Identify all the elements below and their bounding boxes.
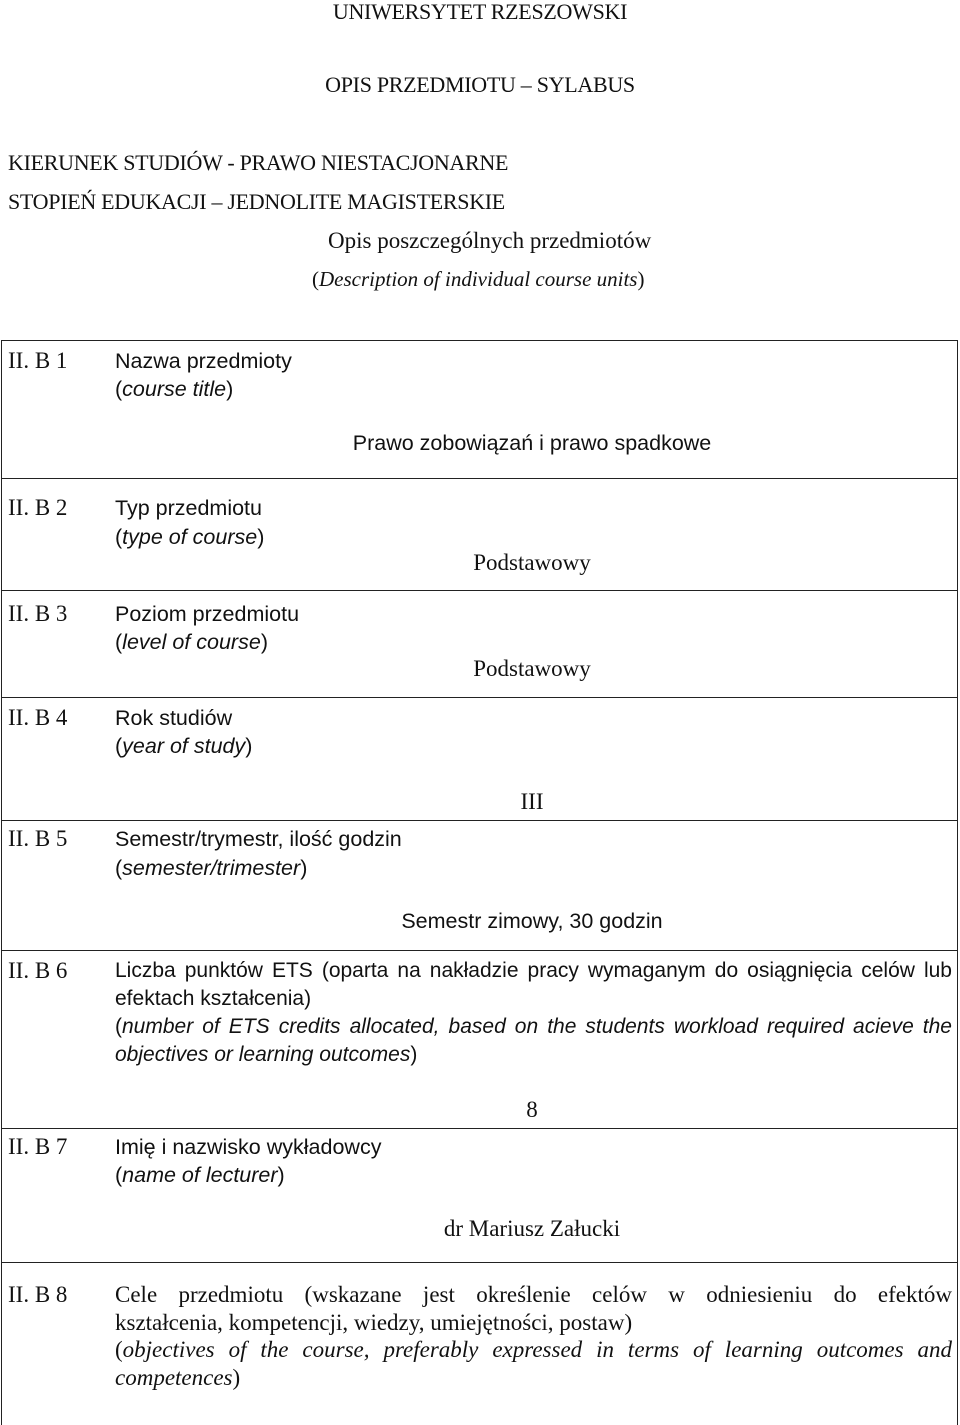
- course-type-label: Typ przedmiotu: [115, 496, 262, 520]
- lecturer-label-en: (name of lecturer): [115, 1163, 285, 1187]
- row-code: II. B 2: [8, 495, 68, 520]
- semester-label: Semestr/trymestr, ilość godzin: [115, 827, 402, 851]
- section-subtitle-en: (Description of individual course units): [312, 267, 645, 291]
- row-divider: [1, 478, 958, 479]
- course-objectives-line: Cele przedmiotu (wskazane jest określenie celów w odniesieniu do efektów: [115, 1282, 952, 1307]
- row-code: II. B 1: [8, 348, 68, 373]
- row-divider: [1, 950, 958, 951]
- course-type-value: Podstawowy: [473, 550, 591, 575]
- course-title-value: Prawo zobowiązań i prawo spadkowe: [352, 431, 712, 455]
- ects-credits-label-en-line: (number of ETS credits allocated, based on the students workload required acieve the: [115, 1015, 952, 1038]
- course-level-value: Podstawowy: [473, 656, 591, 681]
- course-title-label-en: (course title): [115, 377, 234, 401]
- row-code: II. B 7: [8, 1134, 68, 1159]
- row-divider: [1, 1262, 958, 1263]
- row-divider: [1, 820, 958, 821]
- course-level-label: Poziom przedmiotu: [115, 602, 300, 626]
- semester-label-en: (semester/trimester): [115, 856, 308, 880]
- row-divider: [1, 697, 958, 698]
- degree-level: STOPIEŃ EDUKACJI – JEDNOLITE MAGISTERSKIE: [8, 189, 505, 214]
- year-of-study-label: Rok studiów: [115, 706, 233, 730]
- row-code: II. B 4: [8, 705, 68, 730]
- field-of-study: KIERUNEK STUDIÓW - PRAWO NIESTACJONARNE: [8, 150, 509, 175]
- ects-credits-label-line: Liczba punktów ETS (oparta na nakładzie pracy wymaganym do osiągnięcia celów lub: [115, 959, 952, 982]
- year-of-study-label-en: (year of study): [115, 734, 253, 758]
- row-code: II. B 3: [8, 601, 68, 626]
- lecturer-name-value: dr Mariusz Załucki: [443, 1216, 621, 1241]
- row-code: II. B 8: [8, 1282, 68, 1307]
- lecturer-label: Imię i nazwisko wykładowcy: [115, 1135, 382, 1159]
- course-objectives-en-line: (objectives of the course, preferably expressed in terms of learning outcomes and: [115, 1337, 952, 1362]
- document-title: OPIS PRZEDMIOTU – SYLABUS: [325, 72, 635, 97]
- course-objectives-line: kształcenia, kompetencji, wiedzy, umiejętności, postaw): [115, 1310, 633, 1335]
- row-divider: [1, 1128, 958, 1129]
- year-of-study-value: III: [520, 789, 544, 814]
- course-level-label-en: (level of course): [115, 630, 268, 654]
- row-code: II. B 5: [8, 826, 68, 851]
- ects-credits-label-en-line: objectives or learning outcomes): [115, 1043, 418, 1066]
- ects-credits-label-line: efektach kształcenia): [115, 987, 312, 1010]
- semester-value: Semestr zimowy, 30 godzin: [401, 909, 663, 933]
- course-type-label-en: (type of course): [115, 525, 265, 549]
- section-subtitle: Opis poszczególnych przedmiotów: [328, 228, 652, 253]
- course-objectives-en-line: competences): [115, 1365, 241, 1390]
- row-divider: [1, 590, 958, 591]
- university-name: UNIWERSYTET RZESZOWSKI: [332, 0, 628, 24]
- ects-credits-value: 8: [526, 1097, 538, 1122]
- row-code: II. B 6: [8, 958, 68, 983]
- course-title-label: Nazwa przedmioty: [115, 349, 292, 373]
